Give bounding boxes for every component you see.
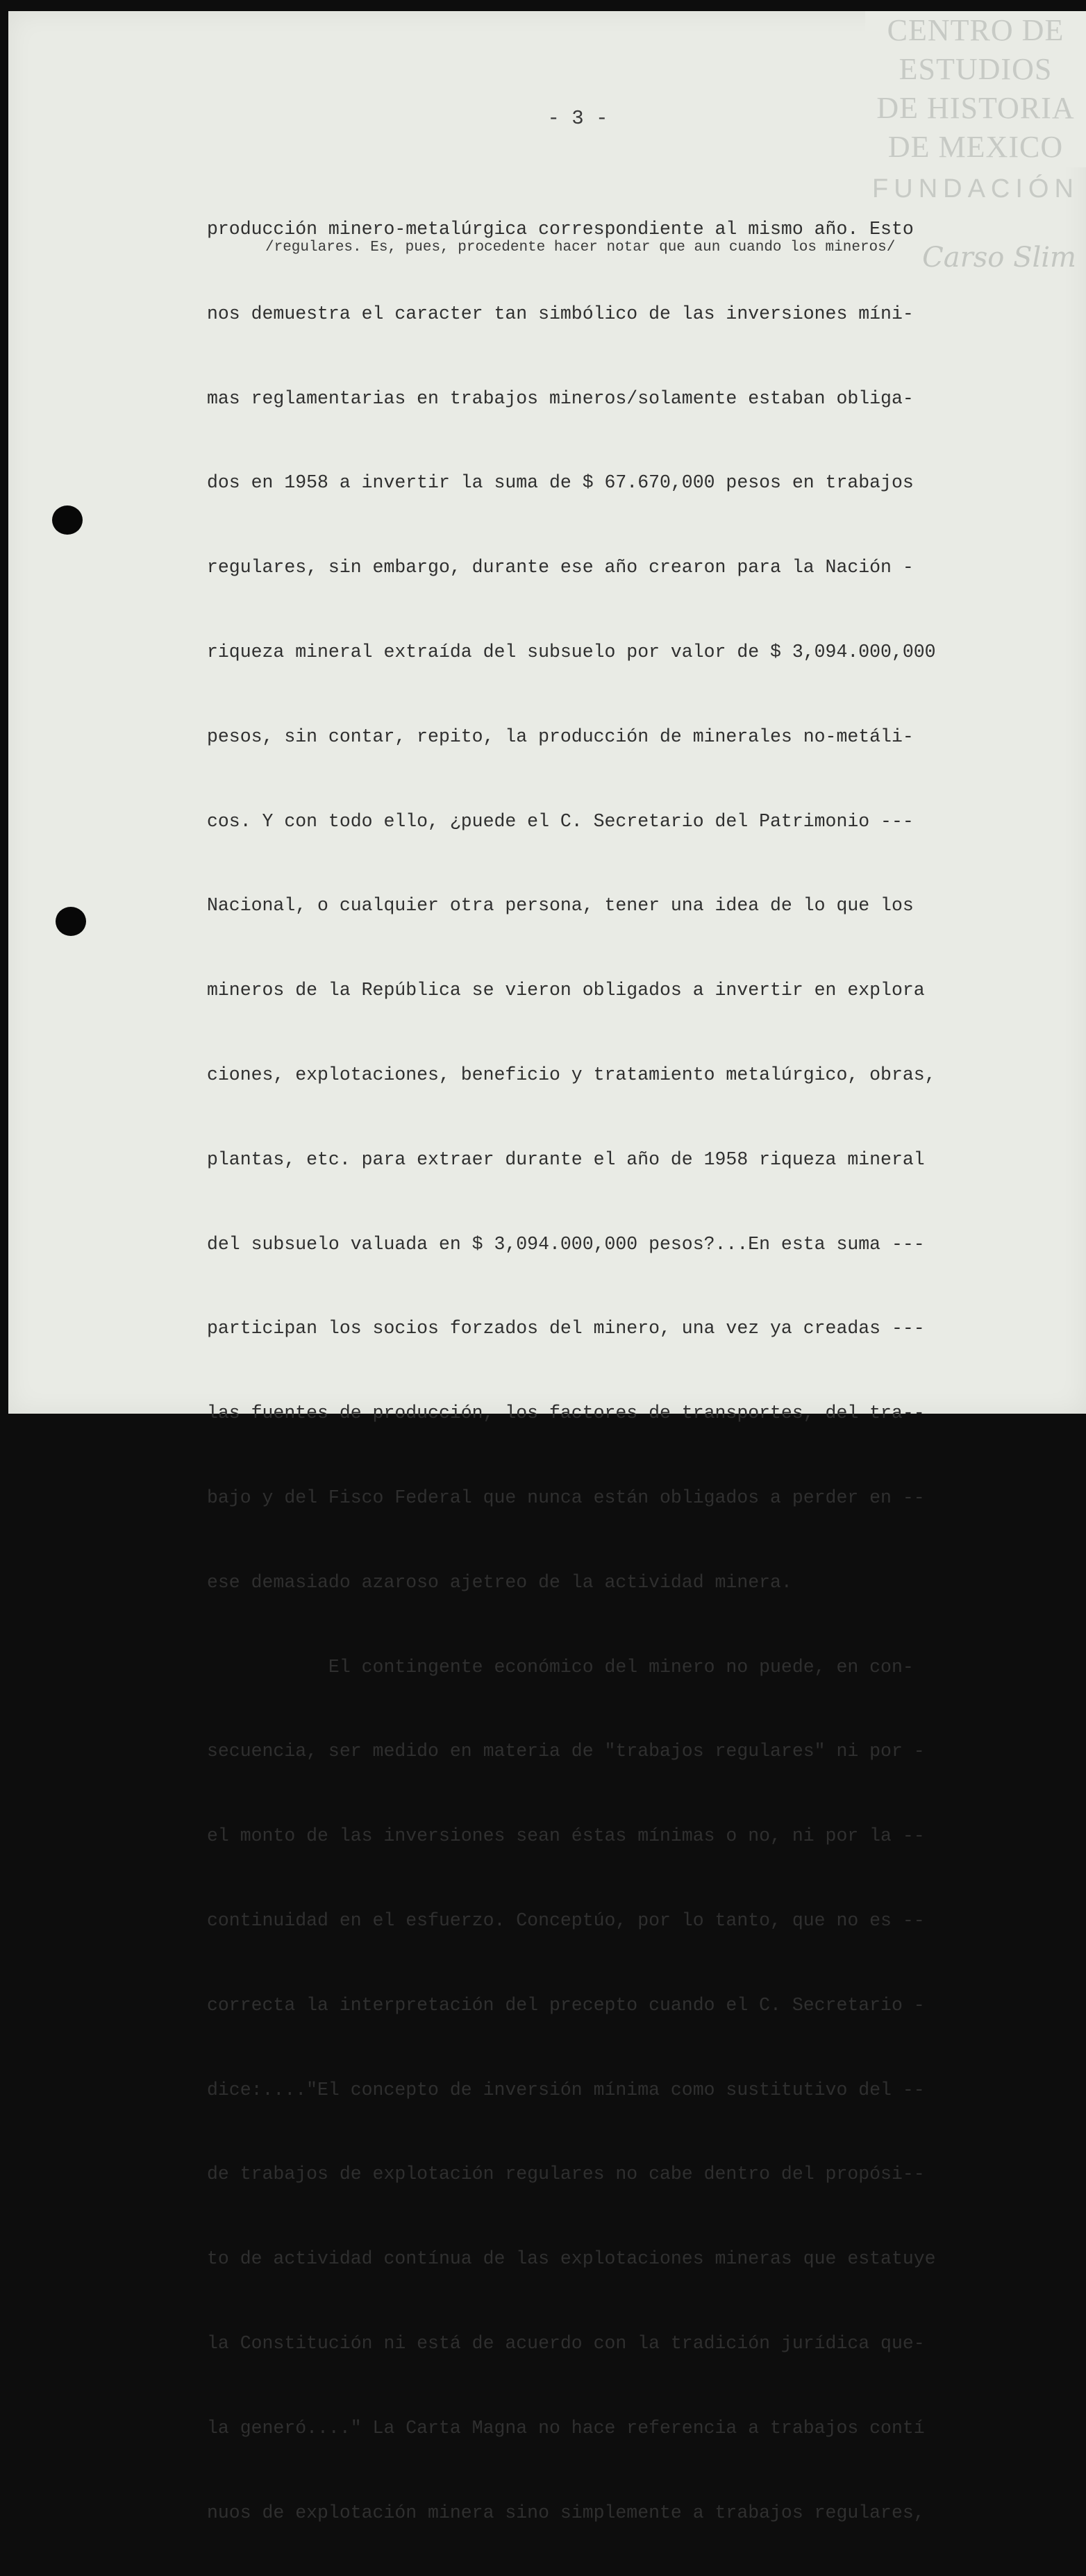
page-number: - 3 - (547, 107, 608, 130)
archive-watermark (865, 11, 1086, 203)
text-line: el monto de las inversiones sean éstas mínimas o no, ni por la -- (207, 1825, 925, 1847)
text-line: las fuentes de producción, los factores de transportes, del tra-- (207, 1403, 925, 1424)
text-line: continuidad en el esfuerzo. Conceptúo, por lo tanto, que no es -- (207, 1909, 925, 1931)
watermark-line: ESTUDIOS (899, 52, 1053, 86)
text-line: regulares, sin embargo, durante ese año crearon para la Nación - (207, 557, 914, 578)
text-line: El contingente económico del minero no puede, en con- (207, 1656, 914, 1678)
watermark-line: DE MEXICO (887, 130, 1064, 164)
text-line: la Constitución ni está de acuerdo con la tradición jurídica que- (207, 2332, 925, 2354)
watermark-signature: Carso Slim (922, 242, 1076, 274)
text-line: mas reglamentarias en trabajos mineros/solamente estaban obliga- (207, 387, 914, 409)
body-text (207, 167, 1051, 2576)
text-line: nuos de explotación minera sino simplemente a trabajos regulares, (207, 2502, 925, 2523)
text-line: dos en 1958 a invertir la suma de $ 67.670,000 pesos en trabajos (207, 472, 914, 494)
watermark-line: CENTRO DE (887, 13, 1064, 47)
interlinear-correction: /regulares. Es, pues, procedente hacer notar que aun cuando los mineros/ (265, 240, 896, 256)
text-line: riqueza mineral extraída del subsuelo por valor de $ 3,094.000,000 (207, 641, 936, 662)
text-line: dice:...."El concepto de inversión mínima como sustitutivo del -- (207, 2079, 925, 2100)
text-line: nos demuestra el caracter tan simbólico de las inversiones míni- (207, 303, 914, 324)
watermark-foundation: FUNDACIÓN (872, 174, 1079, 203)
text-line: cos. Y con todo ello, ¿puede el C. Secretario del Patrimonio --- (207, 810, 914, 832)
punch-hole (56, 907, 86, 936)
document-page (8, 11, 1086, 2523)
text-line: plantas, etc. para extraer durante el año de 1958 riqueza mineral (207, 1148, 925, 1170)
text-line: del subsuelo valuada en $ 3,094.000,000 pesos?...En esta suma --- (207, 1233, 925, 1255)
text-line: correcta la interpretación del precepto cuando el C. Secretario - (207, 1994, 925, 2016)
text-line: mineros de la República se vieron obligados a invertir en explora (207, 980, 925, 1001)
text-line: pesos, sin contar, repito, la producción de minerales no-metáli- (207, 726, 914, 747)
text-line: producción minero-metalúrgica correspondiente al mismo año. Esto (207, 219, 914, 240)
text-line: de trabajos de explotación regulares no cabe dentro del propósi-- (207, 2164, 925, 2185)
text-line: la generó...." La Carta Magna no hace referencia a trabajos contí (207, 2417, 925, 2439)
text-line: participan los socios forzados del minero, una vez ya creadas --- (207, 1318, 925, 1339)
text-line: to de actividad contínua de las explotaciones mineras que estatuye (207, 2248, 936, 2270)
text-line: ese demasiado azaroso ajetreo de la actividad minera. (207, 1571, 792, 1593)
text-line: ciones, explotaciones, beneficio y tratamiento metalúrgico, obras, (207, 1064, 936, 1085)
text-line: bajo y del Fisco Federal que nunca están obligados a perder en -- (207, 1487, 925, 1508)
watermark-line: DE HISTORIA (876, 91, 1075, 125)
text-line: secuencia, ser medido en materia de "trabajos regulares" ni por - (207, 1741, 925, 1762)
punch-hole (52, 505, 83, 535)
text-line: Nacional, o cualquier otra persona, tener una idea de lo que los (207, 895, 914, 917)
